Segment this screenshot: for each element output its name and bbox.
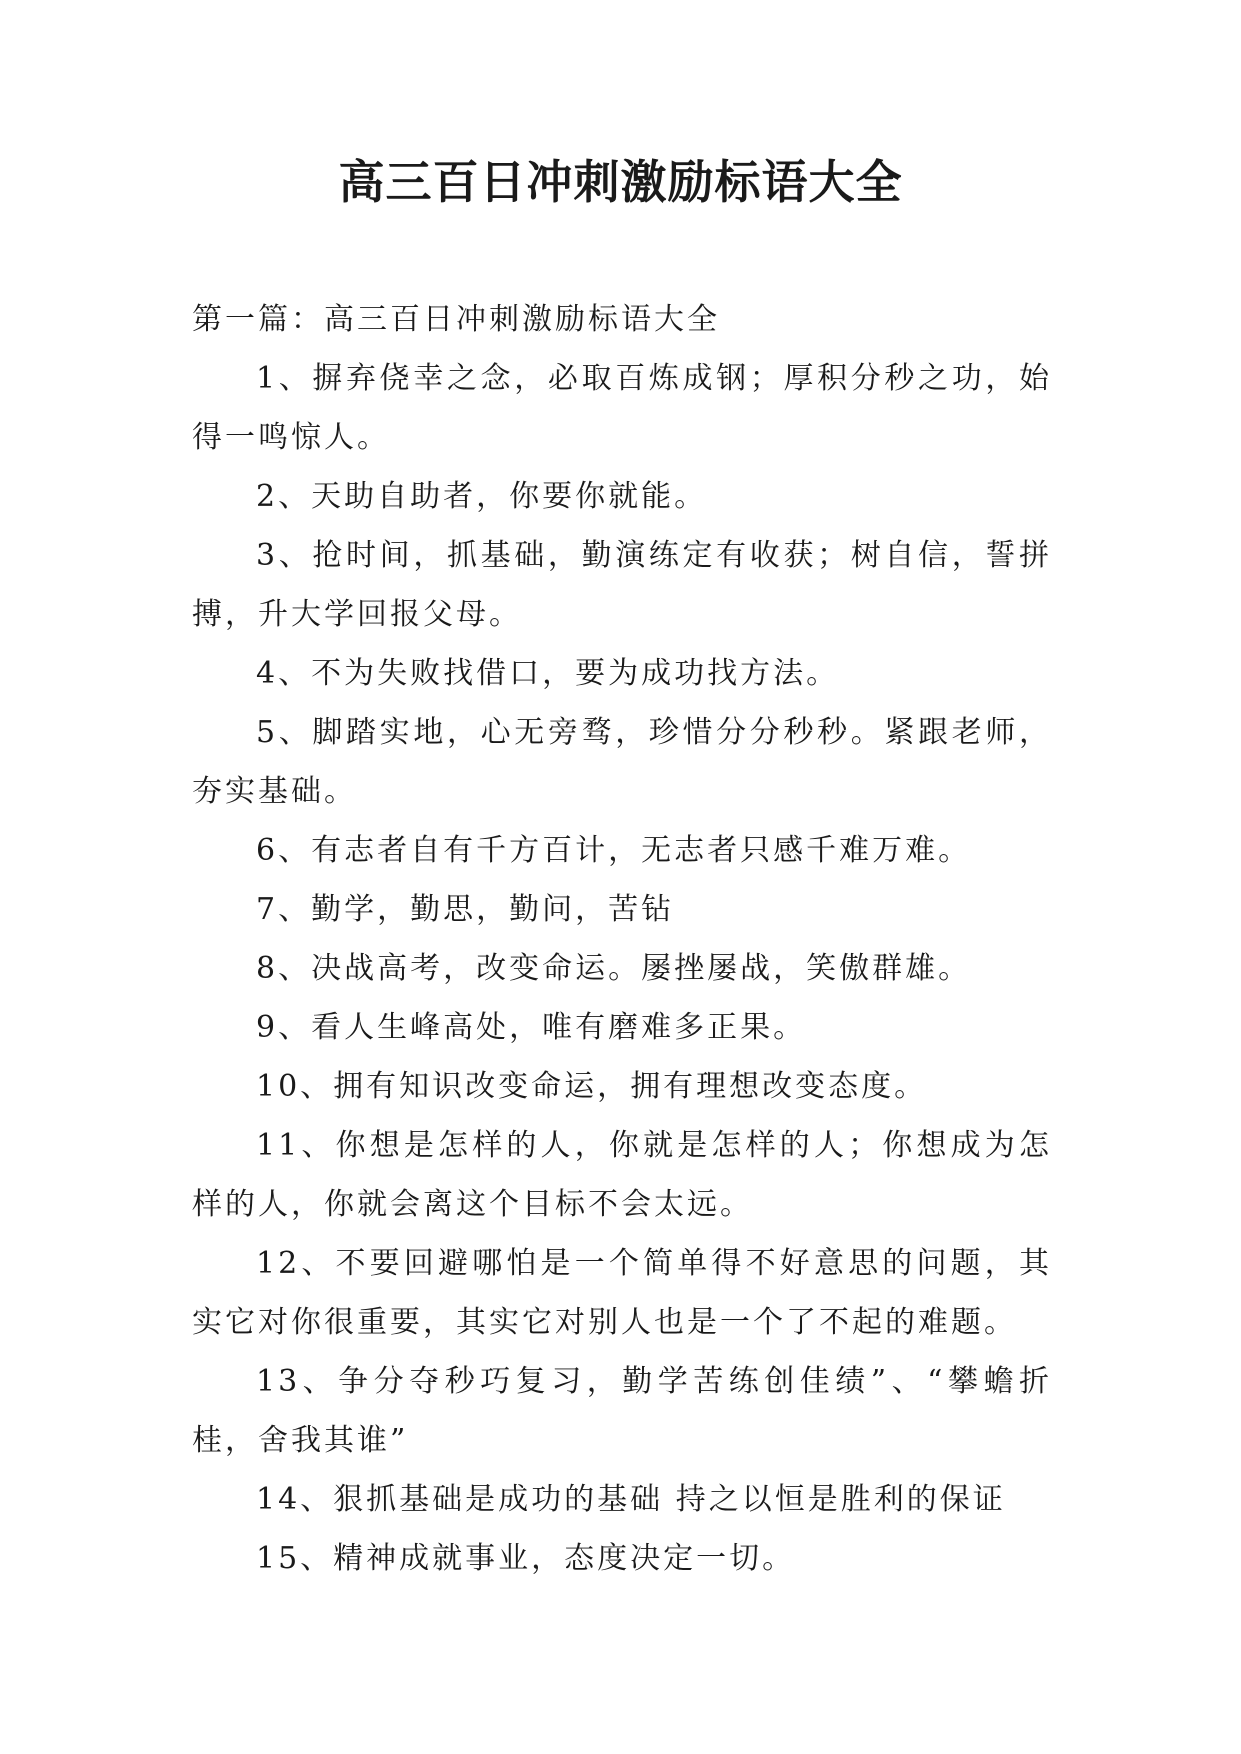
slogan-item-2: 2、天助自助者，你要你就能。	[256, 479, 708, 514]
slogan-item-13: 13、争分夺秒巧复习，勤学苦练创佳绩”、“攀蟾折桂，舍我其谁”	[192, 1364, 1052, 1458]
slogan-item-1: 1、摒弃侥幸之念，必取百炼成钢；厚积分秒之功，始得一鸣惊人。	[192, 361, 1052, 455]
slogan-item-12: 12、不要回避哪怕是一个简单得不好意思的问题，其实它对你很重要，其实它对别人也是一个了不起的难题。	[192, 1246, 1052, 1340]
slogan-item-14: 14、狠抓基础是成功的基础 持之以恒是胜利的保证	[256, 1482, 1006, 1517]
document-body	[192, 290, 1052, 1588]
slogan-item-11: 11、你想是怎样的人，你就是怎样的人；你想成为怎样的人，你就会离这个目标不会太远。	[192, 1128, 1052, 1222]
slogan-item-10: 10、拥有知识改变命运，拥有理想改变态度。	[256, 1069, 928, 1104]
slogan-item-6: 6、有志者自有千方百计，无志者只感千难万难。	[256, 833, 972, 868]
slogan-item-5: 5、脚踏实地，心无旁骛，珍惜分分秒秒。紧跟老师，夯实基础。	[192, 715, 1052, 809]
slogan-item-8: 8、决战高考，改变命运。屡挫屡战，笑傲群雄。	[256, 951, 972, 986]
slogan-item-15: 15、精神成就事业，态度决定一切。	[256, 1541, 796, 1576]
slogan-item-7: 7、勤学，勤思，勤问，苦钻	[256, 892, 675, 927]
slogan-item-4: 4、不为失败找借口，要为成功找方法。	[256, 656, 840, 691]
document-title: 高三百日冲刺激励标语大全	[338, 155, 903, 209]
slogan-item-3: 3、抢时间，抓基础，勤演练定有收获；树自信，誓拼搏，升大学回报父母。	[192, 538, 1052, 632]
slogan-item-9: 9、看人生峰高处，唯有磨难多正果。	[256, 1010, 807, 1045]
section-heading: 第一篇：高三百日冲刺激励标语大全	[192, 302, 720, 337]
